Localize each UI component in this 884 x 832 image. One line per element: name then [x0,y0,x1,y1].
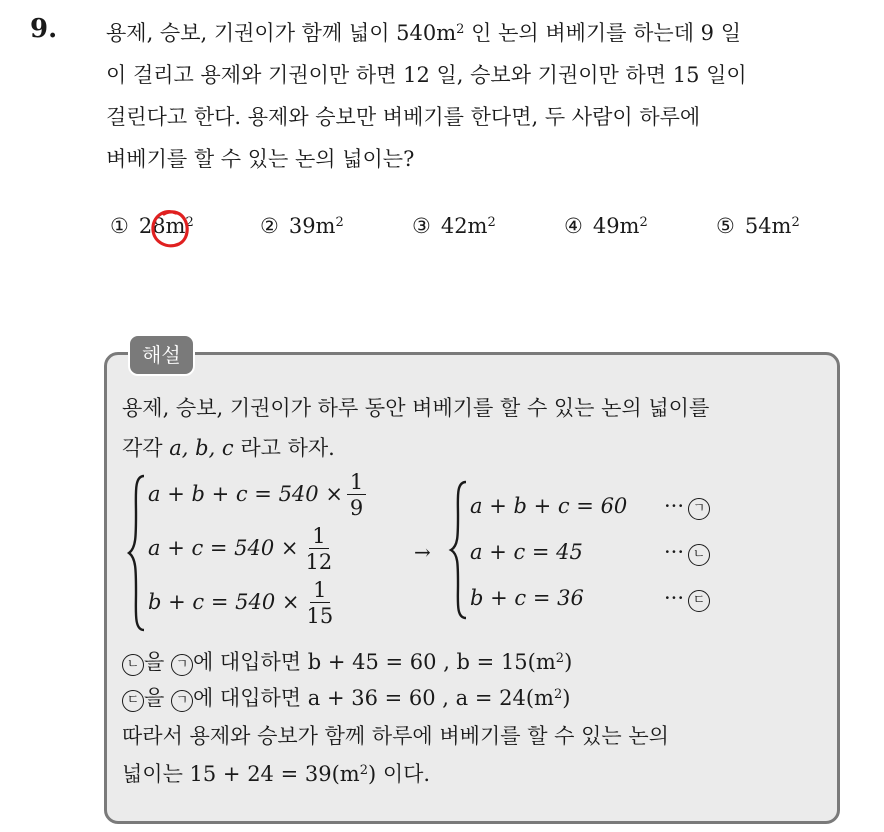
circled-nieun-icon: ㄴ [688,544,710,566]
left-equation-3: b + c = 540 × $\frac{1}{15}$ [148,578,334,628]
left-equation-1: a + b + c = 540 × $\frac{1}{9}$ [148,470,366,521]
right-equation-1: a + b + c = 60 [470,494,628,518]
arrow-icon: → [414,540,431,564]
right-equation-3: b + c = 36 [470,586,584,610]
solution-step-1: ㄴ 을 ㄱ 에 대입하면 b + 45 = 60 , $b = 15(m^2)$ [122,644,572,680]
equation-ref-1: ··· ㄱ [664,494,710,520]
question-line-2: 이 걸리고 용제와 기권이만 하면 12 일, 승보와 기권이만 하면 15 일이 [106,63,747,87]
question-line-3: 걸린다고 한다. 용제와 승보만 벼베기를 한다면, 두 사람이 하루에 [106,105,701,129]
right-brace-icon [448,480,470,620]
equation-ref-3: ··· ㄷ [664,586,710,612]
question-line-4: 벼베기를 할 수 있는 논의 넓이는? [106,147,415,171]
question-number: 9. [30,14,58,44]
solution-tab-label: 해설 [128,334,195,376]
solution-intro [122,388,709,468]
equation-ref-2: ··· ㄴ [664,540,710,566]
question-line-1: 용제, 승보, 기권이가 함께 넓이 $540m^2$ 인 논의 벼베기를 하는데 9 일 [106,21,741,45]
choice-5[interactable]: ⑤ $54m^2$ [716,214,800,238]
choice-2[interactable]: ② $39m^2$ [260,214,344,238]
circled-digeut-icon: ㄷ [122,690,144,712]
circled-digeut-icon: ㄷ [688,590,710,612]
circled-giyeok-icon: ㄱ [171,654,193,676]
left-brace-icon [126,474,148,632]
circled-nieun-icon: ㄴ [122,654,144,676]
question-text [106,12,866,180]
circled-giyeok-icon: ㄱ [171,690,193,712]
choice-4[interactable]: ④ $49m^2$ [564,214,648,238]
left-equation-2: a + c = 540 × $\frac{1}{12}$ [148,524,333,574]
solution-conclusion-line-2: 넓이는 $15 + 24 = 39(m^2)$ 이다. [122,762,431,786]
solution-conclusion-line-1: 따라서 용제와 승보가 함께 하루에 벼베기를 할 수 있는 논의 [122,724,669,748]
solution-intro-line-1: 용제, 승보, 기권이가 하루 동안 벼베기를 할 수 있는 논의 넓이를 [122,396,710,420]
solution-step-2: ㄷ 을 ㄱ 에 대입하면 a + 36 = 60 , $a = 24(m^2)$ [122,680,570,716]
right-equation-2: a + c = 45 [470,540,583,564]
choice-1[interactable]: ① $28m^2$ [110,214,194,238]
solution-intro-line-2: 각각 a, b, c 라고 하자. [122,436,335,460]
choice-3[interactable]: ③ $42m^2$ [412,214,496,238]
circled-giyeok-icon: ㄱ [688,498,710,520]
answer-choices [110,214,870,254]
